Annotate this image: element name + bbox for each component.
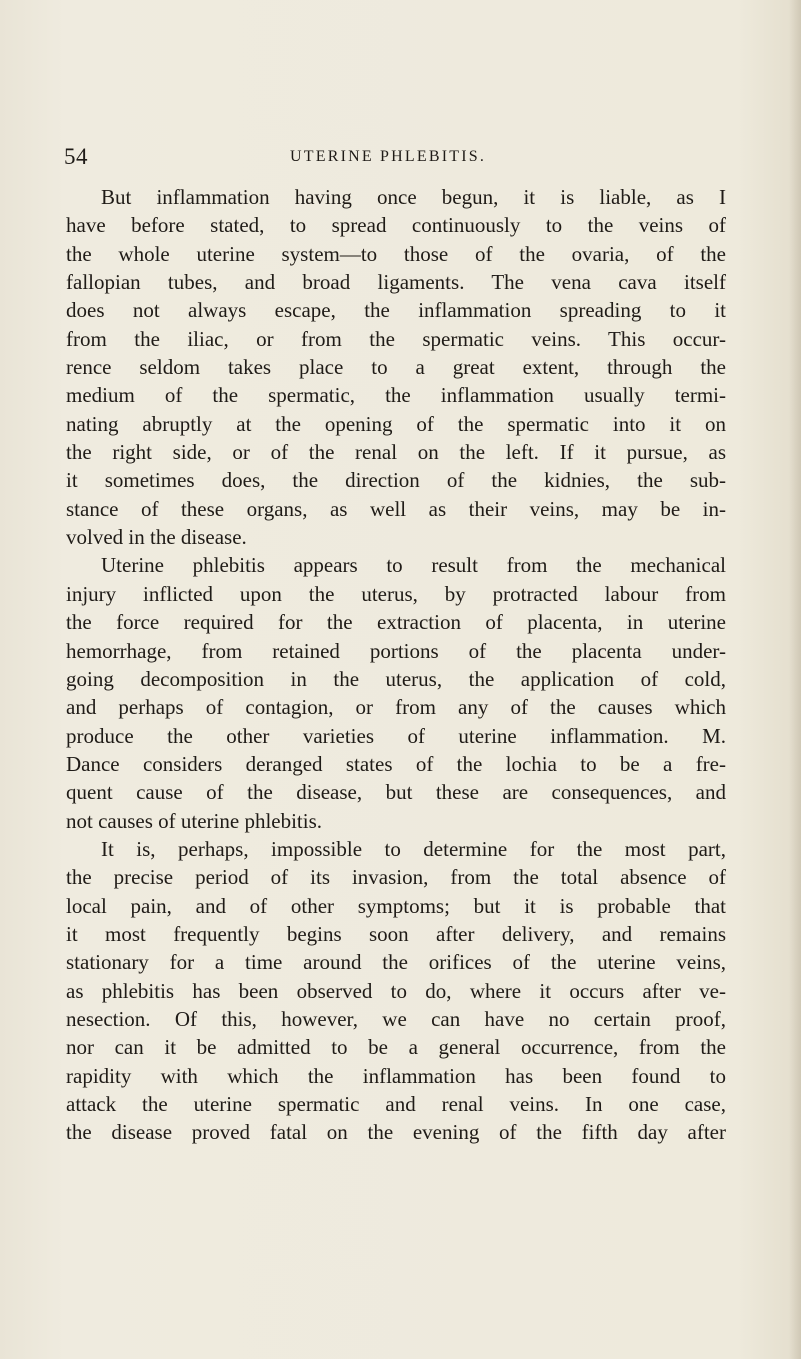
text-line: not causes of uterine phlebitis. <box>66 808 323 833</box>
text-line: nating abruptly at the opening of the spermatic into it on <box>66 411 726 436</box>
text-line: local pain, and of other symptoms; but it is probable that <box>66 893 726 918</box>
page-edge-shadow <box>789 0 801 1359</box>
text-line: and perhaps of contagion, or from any of the causes which <box>66 695 726 720</box>
text-line: stance of these organs, as well as their veins, may be in- <box>66 496 726 521</box>
text-line: Dance considers deranged states of the lochia to be a fre- <box>66 751 726 776</box>
text-line: the force required for the extraction of placenta, in uterine <box>66 610 726 635</box>
text-line: produce the other varieties of uterine inflammation. M. <box>66 723 726 748</box>
text-line: hemorrhage, from retained portions of the placenta under- <box>66 638 726 663</box>
text-line: quent cause of the disease, but these are consequences, and <box>66 780 726 805</box>
running-head: UTERINE PHLEBITIS. <box>290 148 487 165</box>
text-line: as phlebitis has been observed to do, where it occurs after ve- <box>66 978 726 1003</box>
text-line: does not always escape, the inflammation spreading to it <box>66 298 726 323</box>
page-number: 54 <box>64 144 88 169</box>
text-line: stationary for a time around the orifices of the uterine veins, <box>66 950 726 975</box>
text-line: it most frequently begins soon after delivery, and remains <box>66 921 726 946</box>
text-line: nor can it be admitted to be a general occurrence, from the <box>66 1035 726 1060</box>
text-line: from the iliac, or from the spermatic veins. This occur- <box>66 326 726 351</box>
text-line: It is, perhaps, impossible to determine for the most part, <box>101 836 726 861</box>
text-line: But inflammation having once begun, it is liable, as I <box>101 185 726 209</box>
text-line: going decomposition in the uterus, the application of cold, <box>66 666 726 691</box>
text-line: the whole uterine system—to those of the ovaria, of the <box>66 241 726 266</box>
text-line: the right side, or of the renal on the left. If it pursue, as <box>66 440 726 465</box>
text-line: injury inflicted upon the uterus, by protracted labour from <box>66 581 726 606</box>
text-line: attack the uterine spermatic and renal veins. In one case, <box>66 1092 726 1116</box>
text-line: rapidity with which the inflammation has been found to <box>66 1063 726 1088</box>
text-line: volved in the disease. <box>66 525 247 550</box>
page-header <box>64 144 724 174</box>
text-line: it sometimes does, the direction of the kidnies, the sub- <box>66 468 726 493</box>
text-line: rence seldom takes place to a great extent, through the <box>66 355 726 380</box>
text-line: have before stated, to spread continuously to the veins of <box>66 213 726 238</box>
text-line: the precise period of its invasion, from the total absence of <box>66 865 726 890</box>
text-line: Uterine phlebitis appears to result from the mechanical <box>101 553 726 578</box>
text-line: medium of the spermatic, the inflammation usually termi- <box>66 383 726 408</box>
text-line: nesection. Of this, however, we can have no certain proof, <box>66 1006 726 1031</box>
body-text <box>66 183 726 1147</box>
text-line: the disease proved fatal on the evening of the fifth day after <box>66 1120 726 1145</box>
text-line: fallopian tubes, and broad ligaments. The vena cava itself <box>66 270 726 295</box>
